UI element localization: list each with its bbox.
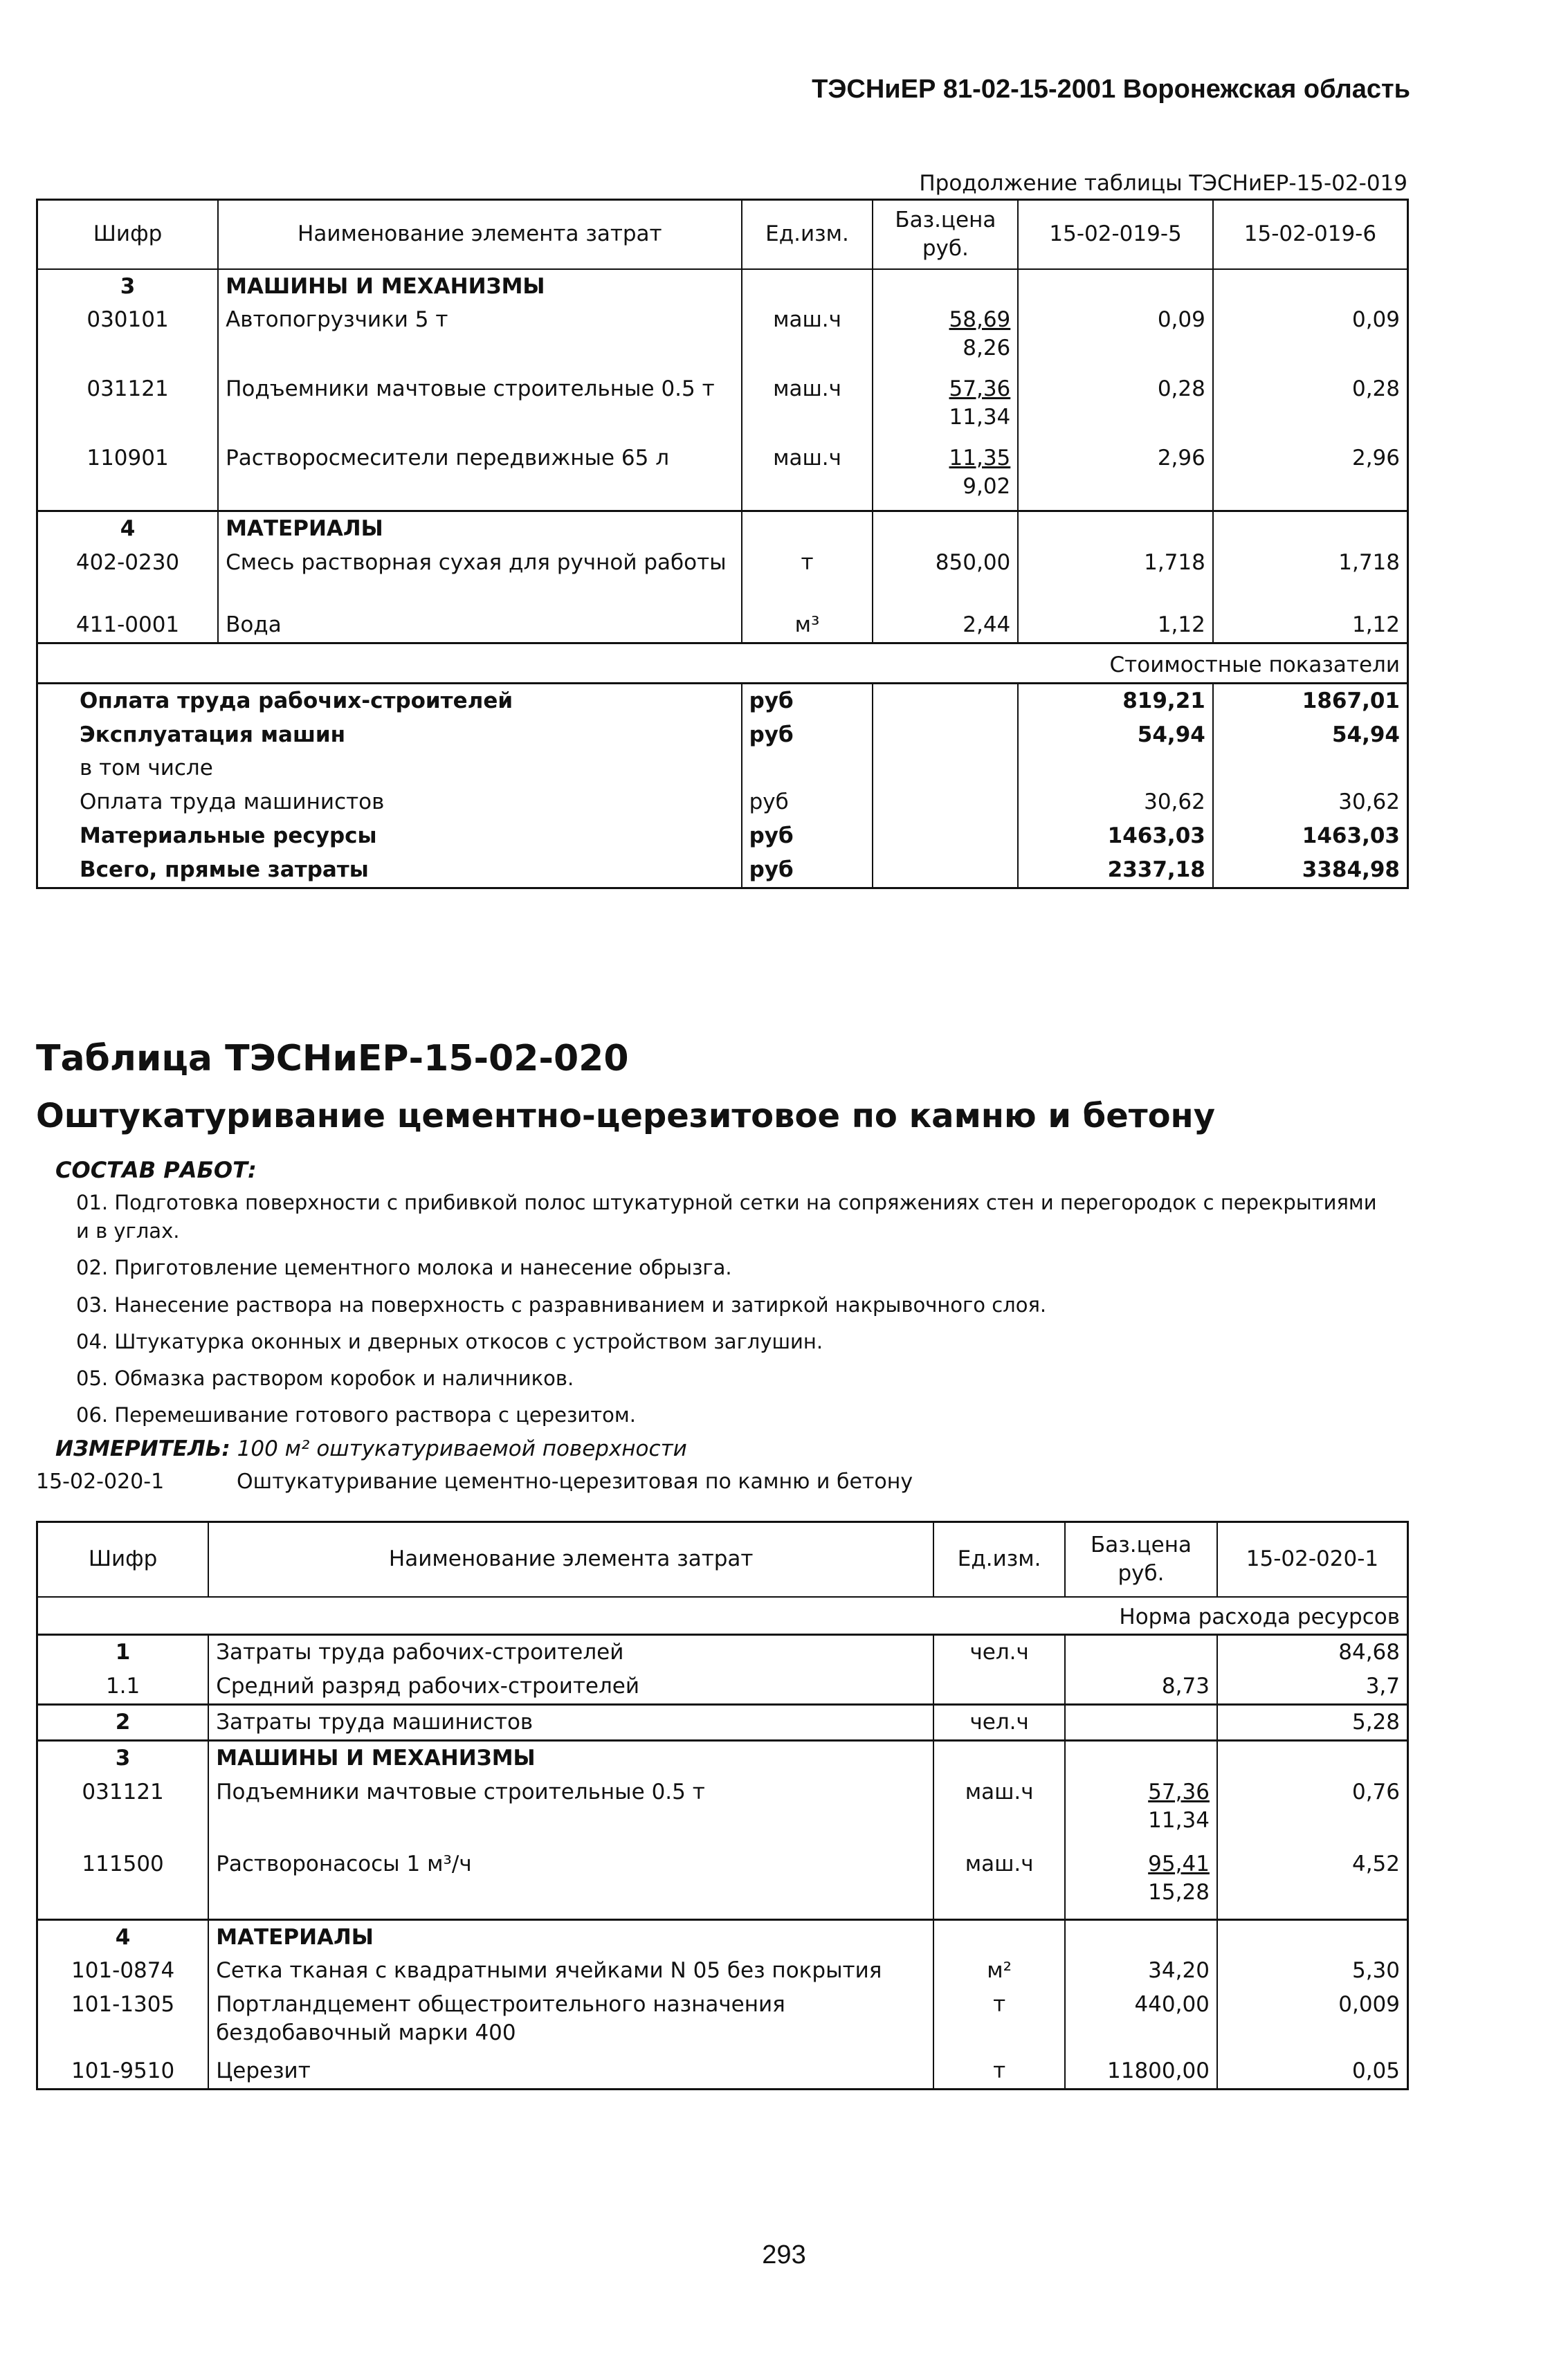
page-header: ТЭСНиЕР 81-02-15-2001 Воронежская область (812, 75, 1410, 104)
table-row (37, 1705, 1408, 1741)
row-code: 101-0874 (71, 1958, 175, 1984)
cost-value-5: 54,94 (1018, 718, 1213, 752)
list-item: 04. Штукатурка оконных и дверных откосов с устройством заглушин. (76, 1329, 823, 1353)
cost-unit: руб (742, 853, 873, 888)
row-price: 11,35 9,02 (873, 441, 1018, 511)
group-title: МАШИНЫ И МЕХАНИЗМЫ (218, 269, 742, 304)
norm-header: Норма расхода ресурсов (1119, 1604, 1400, 1629)
group-number: 4 (37, 511, 219, 545)
group-number: 3 (120, 273, 136, 299)
cost-row (37, 751, 1408, 785)
group-row (37, 511, 1408, 545)
cost-unit: руб (742, 683, 873, 718)
table-row (37, 2054, 1408, 2089)
row-code: 2 (37, 1705, 209, 1741)
col-header-unit: Ед.изм. (742, 200, 873, 269)
row-unit: маш.ч (742, 372, 873, 441)
list-item: 01. Подготовка поверхности с прибивкой полос штукатурной сетки на сопряжениях стен и перегородок с перекрытиями и в углах. (76, 1191, 1377, 1243)
row-unit: маш.ч (742, 441, 873, 511)
row-unit: т (742, 546, 873, 608)
cost-value-5: 30,62 (1018, 785, 1213, 819)
row-price: 57,36 11,34 (873, 372, 1018, 441)
row-name: Растворонасосы 1 м³/ч (208, 1847, 933, 1919)
row-name: Вода (218, 608, 742, 643)
measure-line (55, 1436, 687, 1461)
cost-unit: руб (742, 819, 873, 853)
row-code: 411-0001 (75, 612, 180, 637)
variant-code: 15-02-020-1 (36, 1470, 165, 1494)
table-row (37, 1635, 1408, 1670)
cost-value-6: 3384,98 (1213, 853, 1408, 888)
cost-value-6: 1867,01 (1213, 683, 1408, 718)
cost-row (37, 785, 1408, 819)
cost-row (37, 853, 1408, 888)
cost-unit: руб (742, 718, 873, 752)
row-value-6: 0,09 (1213, 303, 1408, 372)
row-name: Автопогрузчики 5 т (218, 303, 742, 372)
cost-row (37, 718, 1408, 752)
group-number: 3 (37, 1741, 209, 1775)
cost-label: в том числе (80, 756, 213, 781)
row-value: 0,009 (1217, 1988, 1408, 2054)
table-row (37, 1670, 1408, 1704)
row-price: 440,00 (1065, 1988, 1217, 2054)
row-code: 030101 (86, 307, 169, 333)
variant-line (36, 1470, 913, 1494)
row-value: 4,52 (1217, 1847, 1408, 1919)
row-price: 58,69 8,26 (873, 303, 1018, 372)
row-price: 34,20 (1065, 1954, 1217, 1988)
col-header-code: Шифр (37, 200, 219, 269)
cost-value-5: 2337,18 (1018, 853, 1213, 888)
row-price: 850,00 (873, 546, 1018, 608)
works-heading: СОСТАВ РАБОТ: (55, 1157, 257, 1183)
row-unit: маш.ч (933, 1775, 1065, 1847)
col-header-020-1: 15-02-020-1 (1217, 1522, 1408, 1597)
table-row (37, 1775, 1408, 1847)
table-row (37, 441, 1408, 511)
row-name: Подъемники мачтовые строительные 0.5 т (208, 1775, 933, 1847)
table-row (37, 372, 1408, 441)
row-unit: чел.ч (933, 1705, 1065, 1741)
row-code: 111500 (82, 1852, 164, 1877)
row-code: 101-9510 (71, 2058, 175, 2084)
row-value-5: 1,12 (1018, 608, 1213, 643)
cost-label: Всего, прямые затраты (80, 857, 369, 883)
row-price: 2,44 (873, 608, 1018, 643)
row-value-5: 1,718 (1018, 546, 1213, 608)
row-name: Затраты труда рабочих-строителей (208, 1635, 933, 1670)
cost-label: Материальные ресурсы (80, 823, 377, 849)
row-name: Затраты труда машинистов (208, 1705, 933, 1741)
group-row (37, 1919, 1408, 1954)
row-price: 11800,00 (1065, 2054, 1217, 2089)
row-value: 0,05 (1217, 2054, 1408, 2089)
row-code: 402-0230 (75, 549, 180, 575)
row-value-6: 2,96 (1213, 441, 1408, 511)
row-value-6: 1,718 (1213, 546, 1408, 608)
cost-value-5: 819,21 (1018, 683, 1213, 718)
cost-header-row (37, 643, 1408, 683)
list-item: 06. Перемешивание готового раствора с церезитом. (76, 1403, 636, 1427)
row-value: 5,30 (1217, 1954, 1408, 1988)
cost-value-6: 1463,03 (1213, 819, 1408, 853)
row-value-5: 0,28 (1018, 372, 1213, 441)
col-header-019-5: 15-02-019-5 (1018, 200, 1213, 269)
row-value-5: 0,09 (1018, 303, 1213, 372)
table-row (37, 1988, 1408, 2054)
cost-unit: руб (742, 785, 873, 819)
row-price: 57,36 11,34 (1065, 1775, 1217, 1847)
row-name: Подъемники мачтовые строительные 0.5 т (218, 372, 742, 441)
row-name: Портландцемент общестроительного назначения бездобавочный марки 400 (208, 1988, 933, 2054)
row-name: Растворосмесители передвижные 65 л (218, 441, 742, 511)
measure-value: 100 м² оштукатуриваемой поверхности (237, 1436, 687, 1461)
variant-name: Оштукатуривание цементно-церезитовая по камню и бетону (237, 1470, 913, 1494)
table-row (37, 546, 1408, 608)
row-value: 3,7 (1217, 1670, 1408, 1704)
row-code: 101-1305 (71, 1992, 175, 2018)
row-unit: м² (933, 1954, 1065, 1988)
cost-label: Эксплуатация машин (80, 722, 346, 747)
group-title: МАТЕРИАЛЫ (208, 1919, 933, 1954)
cost-row (37, 683, 1408, 718)
row-name: Церезит (208, 2054, 933, 2089)
col-header-019-6: 15-02-019-6 (1213, 200, 1408, 269)
resources-table-15-02-019 (36, 199, 1409, 889)
cost-row (37, 819, 1408, 853)
row-code: 1.1 (105, 1674, 140, 1699)
table-row (37, 1847, 1408, 1919)
col-header-name: Наименование элемента затрат (218, 200, 742, 269)
group-title: МАШИНЫ И МЕХАНИЗМЫ (208, 1741, 933, 1775)
table1-caption: Продолжение таблицы ТЭСНиЕР-15-02-019 (919, 171, 1407, 196)
col-header-name: Наименование элемента затрат (208, 1522, 933, 1597)
row-name: Смесь растворная сухая для ручной работы (218, 546, 742, 608)
row-value: 84,68 (1217, 1635, 1408, 1670)
row-price (1065, 1705, 1217, 1741)
row-name: Средний разряд рабочих-строителей (208, 1670, 933, 1704)
page-number: 293 (762, 2240, 806, 2269)
row-code: 031121 (86, 376, 169, 402)
row-unit: т (933, 2054, 1065, 2089)
row-unit: чел.ч (933, 1635, 1065, 1670)
row-value-6: 0,28 (1213, 372, 1408, 441)
cost-value-5: 1463,03 (1018, 819, 1213, 853)
cost-label: Оплата труда машинистов (80, 789, 385, 815)
row-value-6: 1,12 (1213, 608, 1408, 643)
table-subtitle: Оштукатуривание цементно-церезитовое по камню и бетону (36, 1097, 1215, 1135)
row-code: 110901 (86, 446, 169, 471)
group-row (37, 269, 1408, 304)
cost-label: Оплата труда рабочих-строителей (37, 683, 742, 718)
group-number: 4 (37, 1919, 209, 1954)
group-row (37, 1741, 1408, 1775)
row-unit: м³ (742, 608, 873, 643)
cost-value-6: 54,94 (1213, 718, 1408, 752)
list-item: 05. Обмазка раствором коробок и наличников. (76, 1366, 574, 1390)
norm-header-row (37, 1597, 1408, 1635)
row-code: 031121 (82, 1780, 164, 1805)
row-value: 0,76 (1217, 1775, 1408, 1847)
col-header-price: Баз.цена руб. (1065, 1522, 1217, 1597)
row-name: Сетка тканая с квадратными ячейками N 05 без покрытия (208, 1954, 933, 1988)
row-code: 1 (37, 1635, 209, 1670)
table-title: Таблица ТЭСНиЕР-15-02-020 (36, 1038, 629, 1079)
row-price (1065, 1635, 1217, 1670)
resources-table-15-02-020 (36, 1521, 1409, 2090)
table-row (37, 303, 1408, 372)
col-header-unit: Ед.изм. (933, 1522, 1065, 1597)
table-row (37, 608, 1408, 643)
group-title: МАТЕРИАЛЫ (218, 511, 742, 545)
cost-value-6: 30,62 (1213, 785, 1408, 819)
table-row (37, 1954, 1408, 1988)
cost-header: Стоимостные показатели (37, 643, 1408, 683)
row-price: 8,73 (1065, 1670, 1217, 1704)
col-header-price: Баз.цена руб. (873, 200, 1018, 269)
row-value-5: 2,96 (1018, 441, 1213, 511)
row-unit: маш.ч (742, 303, 873, 372)
row-price: 95,41 15,28 (1065, 1847, 1217, 1919)
row-value: 5,28 (1217, 1705, 1408, 1741)
measure-label: ИЗМЕРИТЕЛЬ: (55, 1436, 230, 1461)
list-item: 02. Приготовление цементного молока и нанесение обрызга. (76, 1256, 732, 1280)
row-unit: маш.ч (933, 1847, 1065, 1919)
row-unit (933, 1670, 1065, 1704)
col-header-code: Шифр (37, 1522, 209, 1597)
row-unit: т (933, 1988, 1065, 2054)
list-item: 03. Нанесение раствора на поверхность с разравниванием и затиркой накрывочного слоя. (76, 1292, 1047, 1317)
works-list (76, 1189, 1377, 1438)
